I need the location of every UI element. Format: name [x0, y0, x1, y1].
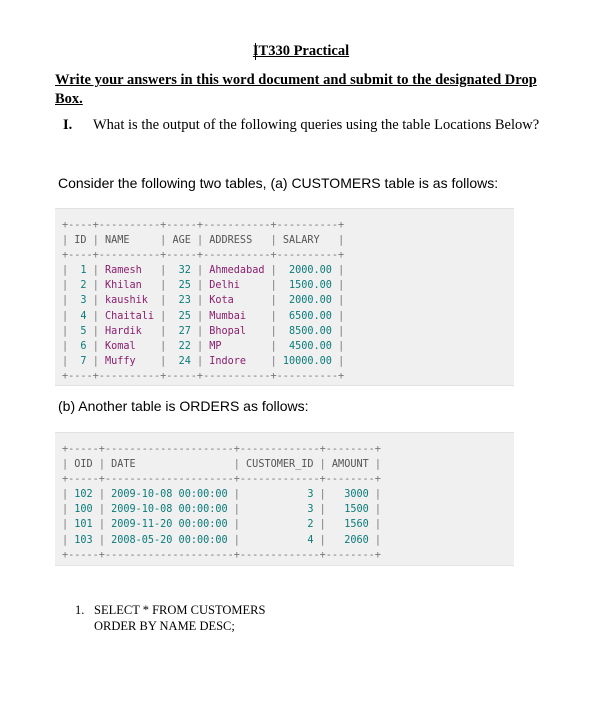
customers-cell: Khilan [104, 280, 155, 292]
customers-cell: 2 [74, 280, 87, 292]
customers-cell: Kota [209, 295, 265, 307]
customers-cell: Ahmedabad [209, 265, 265, 277]
customers-table-box [55, 208, 514, 386]
orders-cell: 2009-10-08 00:00:00 [111, 504, 228, 516]
customers-cell: Hardik [104, 325, 155, 337]
customers-cell: MP [209, 340, 265, 352]
query-line-2: ORDER BY NAME DESC; [94, 619, 235, 633]
customers-cell: 1 [74, 265, 87, 277]
orders-cell: 3000 [331, 489, 369, 501]
question-text: What is the output of the following queries using the table Locations Below? [93, 117, 540, 133]
orders-cell: 2009-10-08 00:00:00 [111, 489, 228, 501]
orders-cell: 3 [246, 489, 314, 501]
customers-cell: Mumbai [209, 310, 265, 322]
orders-cell: 1500 [331, 504, 369, 516]
customers-cell: Chaitali [104, 310, 155, 322]
customers-cell: 27 [172, 325, 191, 337]
question [63, 117, 539, 134]
customers-cell: 2000.00 [282, 295, 332, 307]
customers-header-salary: SALARY [282, 235, 332, 247]
orders-header-amount: AMOUNT [331, 459, 369, 471]
orders-cell: 100 [74, 504, 93, 516]
customers-cell: 5 [74, 325, 87, 337]
orders-cell: 2 [246, 519, 314, 531]
customers-cell: 24 [172, 355, 191, 367]
orders-cell: 4 [246, 534, 314, 546]
customers-cell: 4500.00 [282, 340, 332, 352]
orders-header-date: DATE [111, 459, 228, 471]
query-1 [75, 602, 265, 634]
customers-cell: 6 [74, 340, 87, 352]
customers-cell: 10000.00 [282, 355, 332, 367]
customers-header-name: NAME [104, 235, 155, 247]
customers-cell: 8500.00 [282, 325, 332, 337]
customers-header-address: ADDRESS [209, 235, 265, 247]
orders-table-box [55, 432, 514, 566]
customers-cell: 4 [74, 310, 87, 322]
customers-cell: kaushik [104, 295, 155, 307]
orders-intro: (b) Another table is ORDERS as follows: [58, 398, 309, 414]
customers-header-age: AGE [172, 235, 191, 247]
customers-cell: Bhopal [209, 325, 265, 337]
orders-cell: 3 [246, 504, 314, 516]
customers-cell: 7 [74, 355, 87, 367]
customers-header-id: ID [74, 235, 87, 247]
orders-cell: 103 [74, 534, 93, 546]
customers-cell: 2000.00 [282, 265, 332, 277]
customers-cell: 1500.00 [282, 280, 332, 292]
page-title: IT330 Practical [252, 43, 350, 59]
orders-cell: 2009-11-20 00:00:00 [111, 519, 228, 531]
customers-cell: 6500.00 [282, 310, 332, 322]
customers-cell: 23 [172, 295, 191, 307]
customers-cell: Komal [104, 340, 155, 352]
customers-table: +----+----------+-----+-----------+----------+ | ID | NAME | AGE | ADDRESS | SALARY | +----+----------+-----+-----------+----------+ | 1 | Ramesh | 32 | Ahmedabad | 2000.00 | | 2 | Khilan | 25 | Delhi | 1500.00 | | 3 | kaushik | 23 | Kota | 2000.00 | | 4 | Chaitali | 25 | Mumbai | 6500.00 | | 5 | Hardik | 27 | Bhopal | 8500.00 | | 6 | Komal | 22 | MP | 4500.00 | | 7 | Muffy | 24 | Indore | 10000.00 | +----+----------+-----+-----------+----------+ [62, 220, 345, 382]
instruction-text: Write your answers in this word document and submit to the designated Drop Box. [55, 72, 537, 107]
customers-cell: Delhi [209, 280, 265, 292]
customers-cell: 32 [172, 265, 191, 277]
query-number: 1. [75, 603, 85, 617]
orders-table: +-----+---------------------+-------------+--------+ | OID | DATE | CUSTOMER_ID | AMOUNT | +-----+---------------------+-------------+--------+ | 102 | 2009-10-08 00:00:00 | 3 | 3000 | | 100 | 2009-10-08 00:00:00 | 3 | 1500 | | 101 | 2009-11-20 00:00:00 | 2 | 1560 | | 103 | 2008-05-20 00:00:00 | 4 | 2060 | +-----+---------------------+-------------+--------+ [62, 444, 382, 561]
customers-intro: Consider the following two tables, (a) CUSTOMERS table is as follows: [58, 175, 499, 191]
orders-header-oid: OID [74, 459, 93, 471]
question-number: I. [63, 117, 73, 133]
customers-cell: Muffy [104, 355, 155, 367]
customers-cell: 22 [172, 340, 191, 352]
customers-cell: 3 [74, 295, 87, 307]
orders-cell: 102 [74, 489, 93, 501]
orders-cell: 2008-05-20 00:00:00 [111, 534, 228, 546]
customers-cell: 25 [172, 310, 191, 322]
customers-cell: 25 [172, 280, 191, 292]
customers-cell: Ramesh [104, 265, 155, 277]
query-line-1: SELECT * FROM CUSTOMERS [94, 603, 266, 617]
orders-cell: 101 [74, 519, 93, 531]
orders-cell: 1560 [331, 519, 369, 531]
orders-header-customer-id: CUSTOMER_ID [246, 459, 314, 471]
orders-cell: 2060 [331, 534, 369, 546]
customers-cell: Indore [209, 355, 265, 367]
